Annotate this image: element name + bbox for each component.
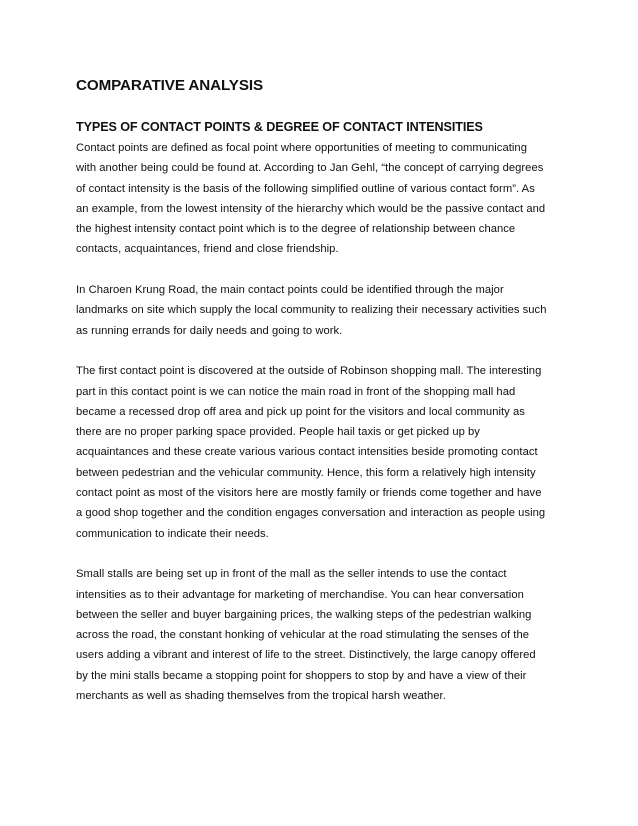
text-line: a good shop together and the condition engages conversation and interaction as people using [76, 507, 546, 520]
text-line: an example, from the lowest intensity of the hierarchy which would be the passive contact and [76, 202, 546, 215]
text-line: merchants as well as shading themselves from the tropical harsh weather. [76, 690, 446, 703]
paragraph-small-stalls [76, 564, 564, 706]
text-line: between pedestrian and the vehicular community. Hence, this form a relatively high intensity [76, 466, 536, 479]
text-line: between the seller and buyer bargaining prices, the walking steps of the pedestrian walking [76, 608, 532, 621]
document-title: COMPARATIVE ANALYSIS [76, 77, 264, 94]
paragraph-contact-points [76, 138, 564, 260]
text-line: part in this contact point is we can notice the main road in front of the shopping mall had [76, 385, 516, 398]
text-line: acquaintances and these create various various contact intensities beside promoting contact [76, 446, 538, 459]
text-line: the highest intensity contact point which is to the degree of relationship between chance [76, 223, 516, 236]
text-line: Small stalls are being set up in front of the mall as the seller intends to use the contact [76, 568, 507, 581]
text-line: intensities as to their advantage for marketing of merchandise. You can hear conversation [76, 588, 524, 601]
text-line: became a recessed drop off area and pick up point for the visitors and local community as [76, 405, 525, 418]
text-line: communication to indicate their needs. [76, 527, 269, 540]
text-line: by the mini stalls became a stopping point for shoppers to stop by and have a view of their [76, 669, 527, 682]
section-heading: TYPES OF CONTACT POINTS & DEGREE OF CONTACT INTENSITIES [76, 120, 483, 134]
paragraph-charoen-krung [76, 280, 564, 341]
text-line: The first contact point is discovered at the outside of Robinson shopping mall. The interesting [76, 365, 542, 378]
text-line: of contact intensity is the basis of the following simplified outline of various contact form”. As [76, 182, 535, 195]
text-line: In Charoen Krung Road, the main contact points could be identified through the major [76, 284, 504, 297]
text-line: users adding a vibrant and interest of life to the street. Distinctively, the large canopy offered [76, 649, 536, 662]
text-line: contacts, acquaintances, friend and close friendship. [76, 243, 339, 256]
paragraph-first-contact-point [76, 361, 564, 544]
text-line: landmarks on site which supply the local community to realizing their necessary activities such [76, 304, 547, 317]
text-line: as running errands for daily needs and going to work. [76, 324, 343, 337]
text-line: with another being could be found at. According to Jan Gehl, “the concept of carrying degrees [76, 162, 544, 175]
text-line: Contact points are defined as focal point where opportunities of meeting to communicating [76, 142, 527, 154]
text-line: there are no proper parking space provided. People hail taxis or get picked up by [76, 426, 480, 439]
text-line: contact point as most of the visitors here are mostly family or friends come together and have [76, 487, 542, 500]
text-line: across the road, the constant honking of vehicular at the road stimulating the senses of the [76, 629, 529, 642]
